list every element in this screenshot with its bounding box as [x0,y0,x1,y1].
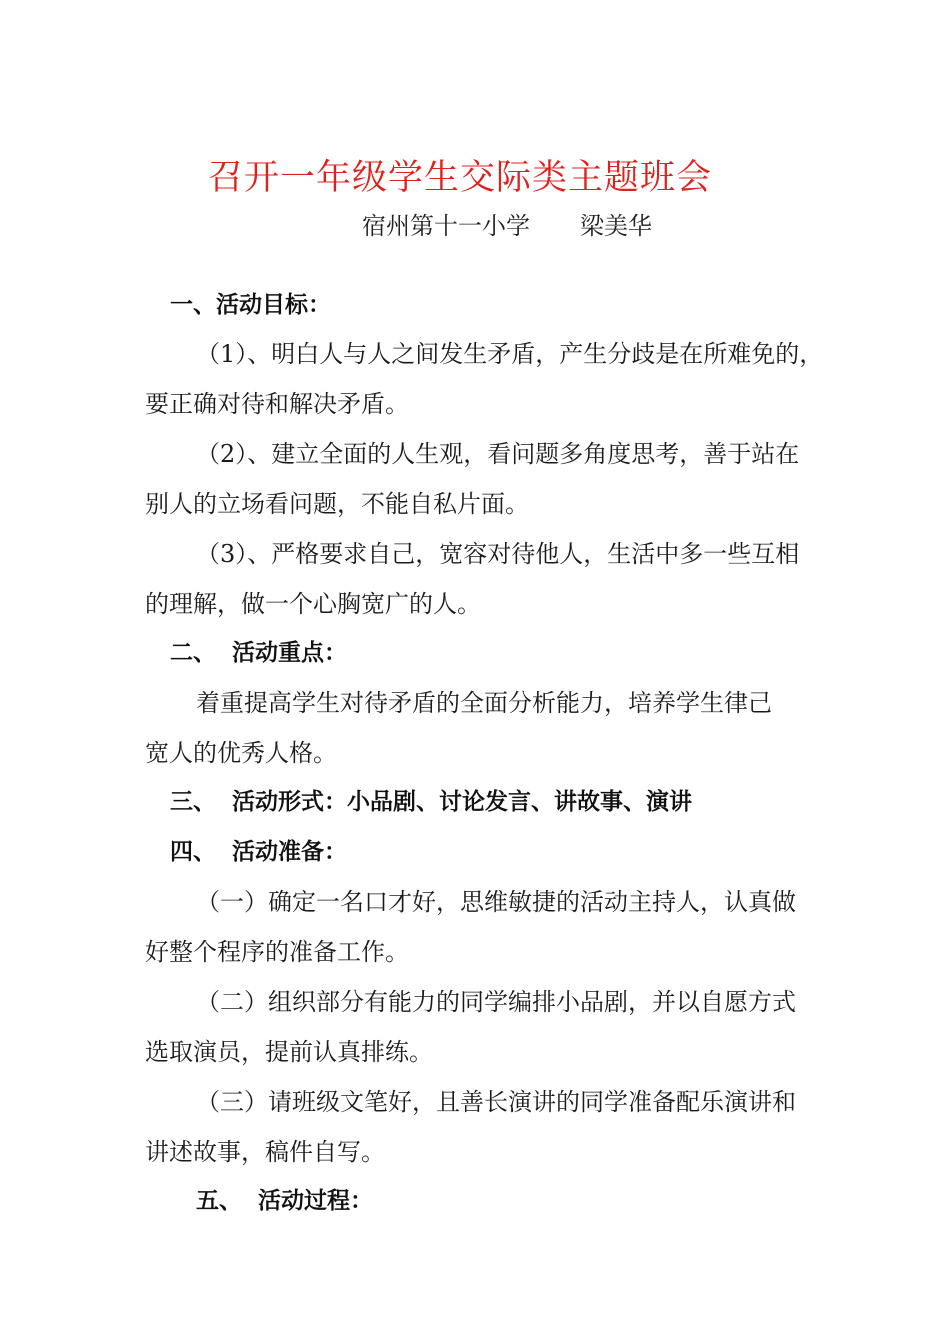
school-name: 宿州第十一小学 [362,212,530,240]
section-heading-preparation: 四、 活动准备： [170,839,347,865]
section-heading-process: 五、 活动过程： [196,1188,373,1214]
paragraph-line: 选取演员，提前认真排练。 [145,1038,433,1066]
author-name: 梁美华 [580,212,652,240]
byline [362,206,652,241]
paragraph-line: 要正确对待和解决矛盾。 [145,390,409,418]
paragraph-line: 讲述故事，稿件自写。 [145,1138,385,1166]
paragraph-line: 着重提高学生对待矛盾的全面分析能力，培养学生律己 [196,689,772,717]
paragraph-line: （三）请班级文笔好，且善长演讲的同学准备配乐演讲和 [196,1088,796,1116]
paragraph-line: （二）组织部分有能力的同学编排小品剧，并以自愿方式 [196,988,796,1016]
section-heading-format: 三、 活动形式：小品剧、讨论发言、讲故事、演讲 [170,789,692,815]
paragraph-line: （3）、严格要求自己，宽容对待他人，生活中多一些互相 [196,540,800,568]
section-heading-goals: 一、活动目标： [170,292,331,318]
paragraph-line: （一）确定一名口才好，思维敏捷的活动主持人，认真做 [196,888,796,916]
paragraph-line: 的理解，做一个心胸宽广的人。 [145,590,481,618]
document-title: 召开一年级学生交际类主题班会 [207,158,712,198]
paragraph-line: 别人的立场看问题，不能自私片面。 [145,490,529,518]
paragraph-line: 宽人的优秀人格。 [145,739,337,767]
paragraph-line: （2）、建立全面的人生观，看问题多角度思考，善于站在 [196,440,800,468]
section-heading-focus: 二、 活动重点： [170,640,347,666]
paragraph-line: （1）、明白人与人之间发生矛盾，产生分歧是在所难免的， [196,340,824,368]
paragraph-line: 好整个程序的准备工作。 [145,938,409,966]
